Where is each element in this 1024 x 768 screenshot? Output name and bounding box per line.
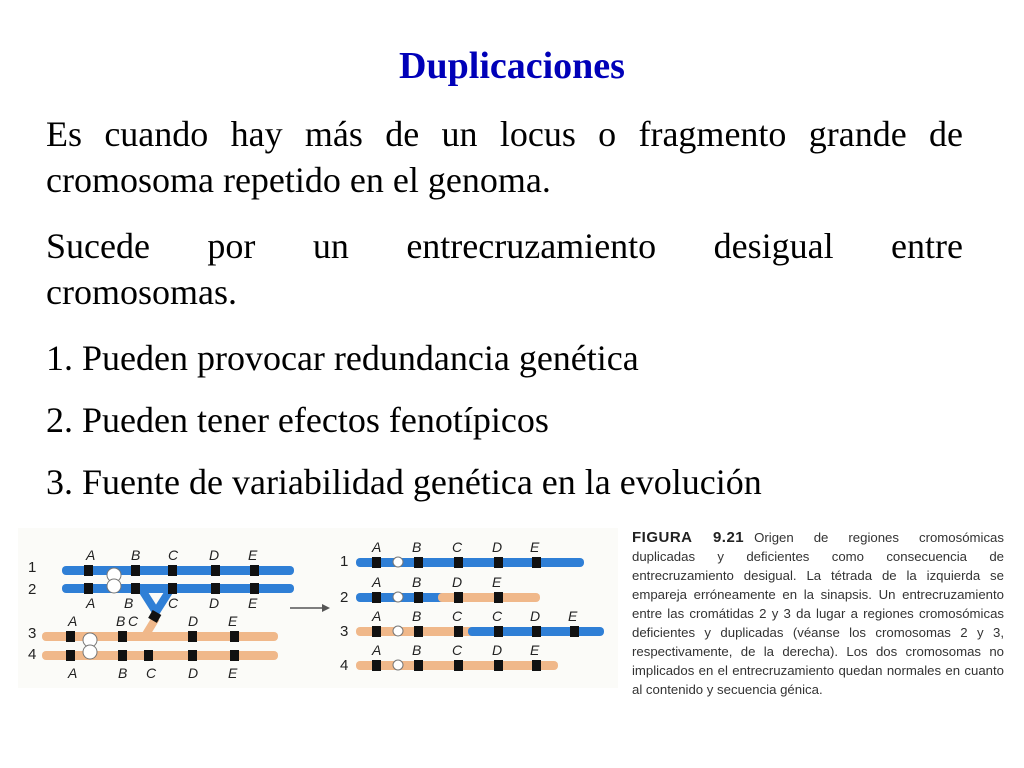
chromatid-4 [42,651,278,660]
row-number: 3 [340,623,349,640]
centromere [83,645,97,659]
gene-letter: B [116,613,126,629]
centromere [393,592,403,602]
figure-label: FIGURA 9.21 [632,529,745,546]
gene-letter: A [372,608,382,624]
gene-letter: C [128,613,139,629]
row-number: 2 [340,589,349,606]
gene-letter: D [452,574,463,590]
gene-letter: B [412,642,422,658]
gene-letter: D [188,613,199,629]
gene-letter: C [146,665,157,681]
gene-letter: D [530,608,541,624]
gene-letter: E [568,608,578,624]
gene-letter: B [131,547,141,563]
gene-letter: B [412,539,422,555]
gene-letter: B [412,574,422,590]
gene-letter: E [228,613,238,629]
gene-letter: D [209,547,220,563]
list-item: 2. Pueden tener efectos fenotípicos [46,400,549,440]
row-number: 1 [340,553,349,570]
cause-line-2: cromosomas. [46,272,237,312]
chromatid-2 [62,584,294,593]
chromatid-3 [42,632,278,641]
gene-letter: E [248,547,258,563]
gene-letter: C [452,539,463,555]
gene-letter: A [372,574,382,590]
centromere [393,626,403,636]
gene-letter: A [86,595,96,611]
gene-letter: A [68,613,78,629]
gene-letter: C [452,608,463,624]
cause-line-1: Sucede por un entrecruzamiento desigual entre [46,226,963,266]
row-number: 1 [28,559,37,576]
cause-paragraph [46,223,963,315]
gene-letter: E [492,574,502,590]
gene-letter: E [248,595,258,611]
gene-letter: D [492,539,503,555]
gene-letter: E [530,642,540,658]
row-number: 4 [28,646,37,663]
row-number: 3 [28,625,37,642]
centromere [393,660,403,670]
chromatid-1 [62,566,294,575]
chromosome-2-tan [438,593,540,602]
gene-letter: C [452,642,463,658]
crossing-over-diagram [18,528,618,688]
row-number: 4 [340,657,349,674]
gene-letter: B [124,595,134,611]
definition-paragraph: Es cuando hay más de un locus o fragmento grande de cromosoma repetido en el genoma. [46,114,963,200]
list-item: 1. Pueden provocar redundancia genética [46,338,639,378]
gene-letter: A [86,547,96,563]
gene-letter: B [118,665,128,681]
gene-letter: A [372,642,382,658]
gene-letter: A [68,665,78,681]
gene-letter: E [530,539,540,555]
centromere [107,579,121,593]
chromosome-1 [356,558,584,567]
gene-letter: E [228,665,238,681]
figure-caption [632,528,1004,699]
gene-letter: D [492,642,503,658]
gene-letter: C [168,595,179,611]
gene-letter: D [209,595,220,611]
row-number: 2 [28,581,37,598]
gene-letter: D [188,665,199,681]
centromere [393,557,403,567]
gene-letter: C [492,608,503,624]
figure-caption-text: Origen de regiones cromosómicas duplicadas y deficientes como consecuencia de entrecruzamiento desigual. La tétrada de la izquierda se empareja erróneamente en la sinapsis. Un entrecruzamiento entre las cromátidas 2 y 3 da lugar a regiones cromosómicas deficientes y duplicadas (véanse los cromosomas 2 y 3, respectivamente, de la derecha). Los dos cromosomas no implicados en el entrecruzamiento quedan normales en cuanto al contenido y secuencia génica. [632,530,1004,697]
list-item: 3. Fuente de variabilidad genética en la evolución [46,462,762,502]
gene-letter: B [412,608,422,624]
gene-letter: C [168,547,179,563]
gene-letter: A [372,539,382,555]
slide-title: Duplicaciones [399,45,625,87]
